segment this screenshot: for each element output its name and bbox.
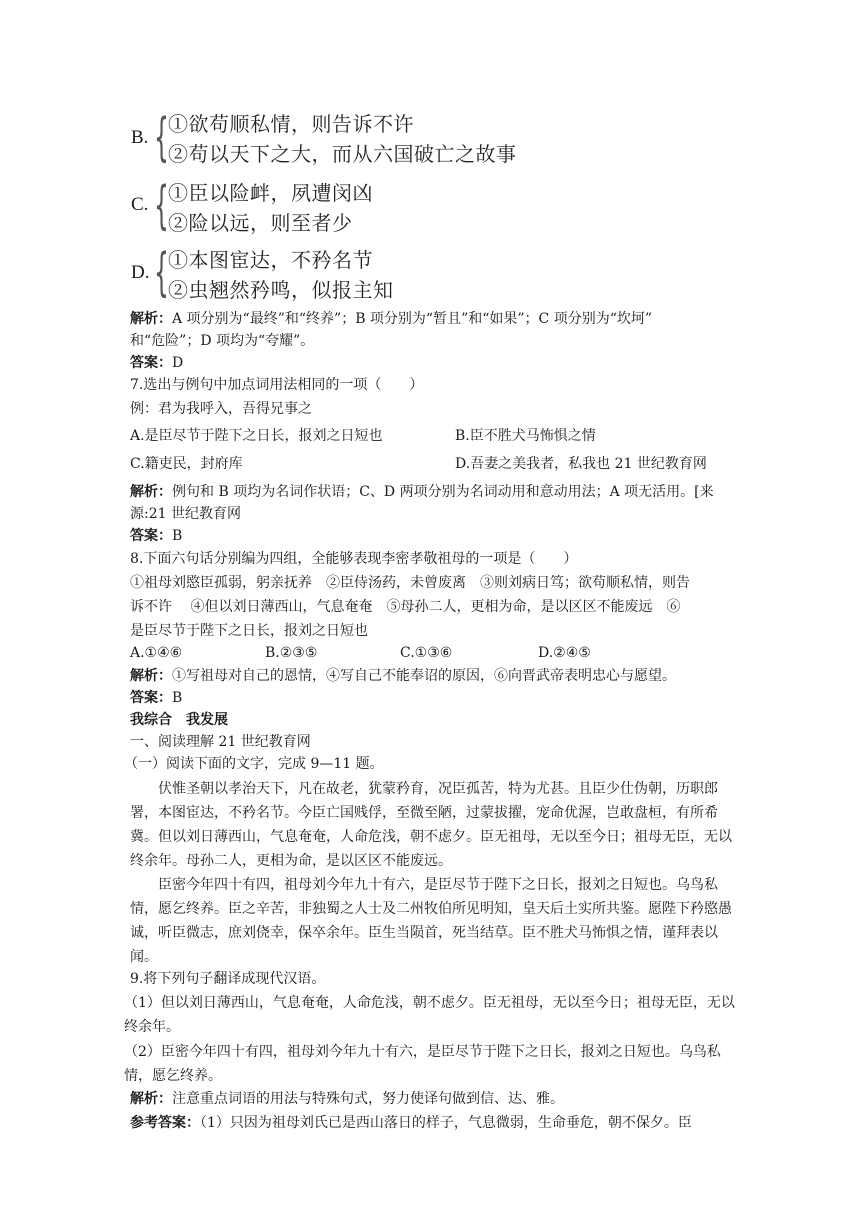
q6-analysis-line1 (130, 309, 652, 330)
q9-analysis (130, 1089, 564, 1110)
option-b-line2: ②苟以天下之大，而从六国破亡之故事 (168, 142, 517, 166)
option-b-line1: ①欲苟顺私情，则告诉不许 (168, 112, 414, 136)
q8-answer-label: 答案： (130, 690, 172, 706)
q8-option-a: A.①④⑥ (130, 645, 183, 661)
q9-stem: 9.将下列句子翻译成现代汉语。 (130, 971, 326, 987)
option-c-brace: { (154, 176, 169, 236)
q6-answer (130, 353, 183, 374)
q6-analysis-label: 解析： (130, 311, 172, 327)
q9-analysis-text: 注意重点词语的用法与特殊句式，努力使译句做到信、达、雅。 (172, 1091, 564, 1107)
q9-analysis-label: 解析： (130, 1091, 172, 1107)
q8-analysis-label: 解析： (130, 668, 172, 684)
q7-analysis-line2: 源:21 世纪教育网 (130, 506, 241, 522)
q7-option-d: D.吾妻之美我者，私我也 21 世纪教育网 (455, 456, 707, 472)
section-sub1: 一、阅读理解 21 世纪教育网 (130, 734, 311, 750)
q8-line1: ①祖母刘愍臣孤弱，躬亲抚养 ②臣侍汤药，未曾废离 ③则刘病日笃；欲苟顺私情，则告 (130, 575, 690, 591)
option-b-brace: { (154, 108, 169, 168)
q8-analysis (130, 666, 676, 687)
option-d-letter: D. (131, 262, 150, 283)
section-sub2: （一）阅读下面的文字，完成 9—11 题。 (124, 756, 384, 772)
q8-option-c: C.①③⑥ (400, 645, 453, 661)
q6-analysis-text1: A 项分别为“最终”和“终养”；B 项分别为“暂且”和“如果”；C 项分别为“坎坷” (172, 311, 653, 327)
q7-analysis-label: 解析： (130, 484, 172, 500)
q7-example: 例：君为我呼入，吾得兄事之 (130, 401, 312, 417)
q8-answer-value: B (172, 690, 183, 706)
option-d-line2: ②虫翘然矜鸣，似报主知 (168, 278, 394, 302)
q8-line2: 诉不许 ④但以刘日薄西山，气息奄奄 ⑤母孙二人，更相为命，是以区区不能废远 ⑥ (130, 599, 681, 615)
option-b-letter: B. (131, 127, 149, 148)
q7-option-a: A.是臣尽节于陛下之日长，报刘之日短也 (130, 428, 383, 444)
q7-analysis-line1 (130, 482, 714, 503)
passage-p1: 伏惟圣朝以孝治天下，凡在故老，犹蒙矜育，况臣孤苦，特为尤甚。且臣少仕伪朝，历职郎署，本图宦达，不矜名节。今臣亡国贱俘，至微至陋，过蒙拔擢，宠命优渥，岂敢盘桓，有所希冀。但以刘日薄西山，气息奄奄，人命危浅，朝不虑夕。臣无祖母，无以至今日；祖母无臣，无以终余年。母孙二人，更相为命，是以区区不能废远。 (130, 781, 732, 869)
q8-answer (130, 688, 182, 709)
option-d-line1: ①本图宦达，不矜名节 (168, 248, 373, 272)
option-d-brace: { (154, 243, 169, 303)
q8-stem: 8.下面六句话分别编为四组，全能够表现李密孝敬祖母的一项是（ ） (130, 551, 578, 567)
passage-p2: 臣密今年四十有四，祖母刘今年九十有六，是臣尽节于陛下之日长，报刘之日短也。乌鸟私情，愿乞终养。臣之辛苦，非独蜀之人士及二州牧伯所见明知，皇天后土实所共鉴。愿陛下矜愍愚诚，听臣微志，庶刘侥幸，保卒余年。臣生当陨首，死当结草。臣不胜犬马怖惧之情，谨拜表以闻。 (130, 877, 732, 965)
q7-answer-value: B (172, 528, 183, 544)
option-c-line1: ①臣以险衅，夙遭闵凶 (168, 181, 373, 205)
q7-answer (130, 526, 182, 547)
q6-analysis-line2: 和“危险”；D 项均为“夸耀”。 (130, 333, 315, 349)
section-heading: 我综合 我发展 (130, 712, 228, 728)
q8-option-b: B.②③⑤ (265, 645, 318, 661)
q7-answer-label: 答案： (130, 528, 172, 544)
q6-answer-label: 答案： (130, 355, 172, 371)
q8-option-d: D.②④⑤ (538, 645, 591, 661)
q7-option-c: C.籍吏民，封府库 (130, 456, 243, 472)
q7-stem: 7.选出与例句中加点词用法相同的一项（ ） (130, 377, 424, 393)
q7-option-b: B.臣不胜犬马怖惧之情 (455, 428, 596, 444)
q6-answer-value: D (172, 355, 184, 371)
option-c-line2: ②险以远，则至者少 (168, 211, 353, 235)
q9-sentence2: （2）臣密今年四十有四，祖母刘今年九十有六，是臣尽节于陛下之日长，报刘之日短也。乌鸟私情，愿乞终养。 (124, 1044, 721, 1084)
q7-analysis-text1: 例句和 B 项均为名词作状语；C、D 两项分别为名词动用和意动用法；A 项无活用。[来 (172, 484, 714, 500)
option-c-letter: C. (131, 194, 149, 215)
q9-sentence1: （1）但以刘日薄西山，气息奄奄，人命危浅，朝不虑夕。臣无祖母，无以至今日；祖母无臣，无以终余年。 (124, 995, 735, 1035)
q9-reference-answer (130, 1113, 692, 1134)
q9-reference-label: 参考答案： (130, 1115, 200, 1131)
q8-line3: 是臣尽节于陛下之日长，报刘之日短也 (130, 623, 368, 639)
q8-analysis-text: ①写祖母对自己的恩情，④写自己不能奉诏的原因，⑥向晋武帝表明忠心与愿望。 (172, 668, 676, 684)
q9-reference-text: （1）只因为祖母刘氏已是西山落日的样子，气息微弱，生命垂危，朝不保夕。臣 (200, 1115, 692, 1131)
